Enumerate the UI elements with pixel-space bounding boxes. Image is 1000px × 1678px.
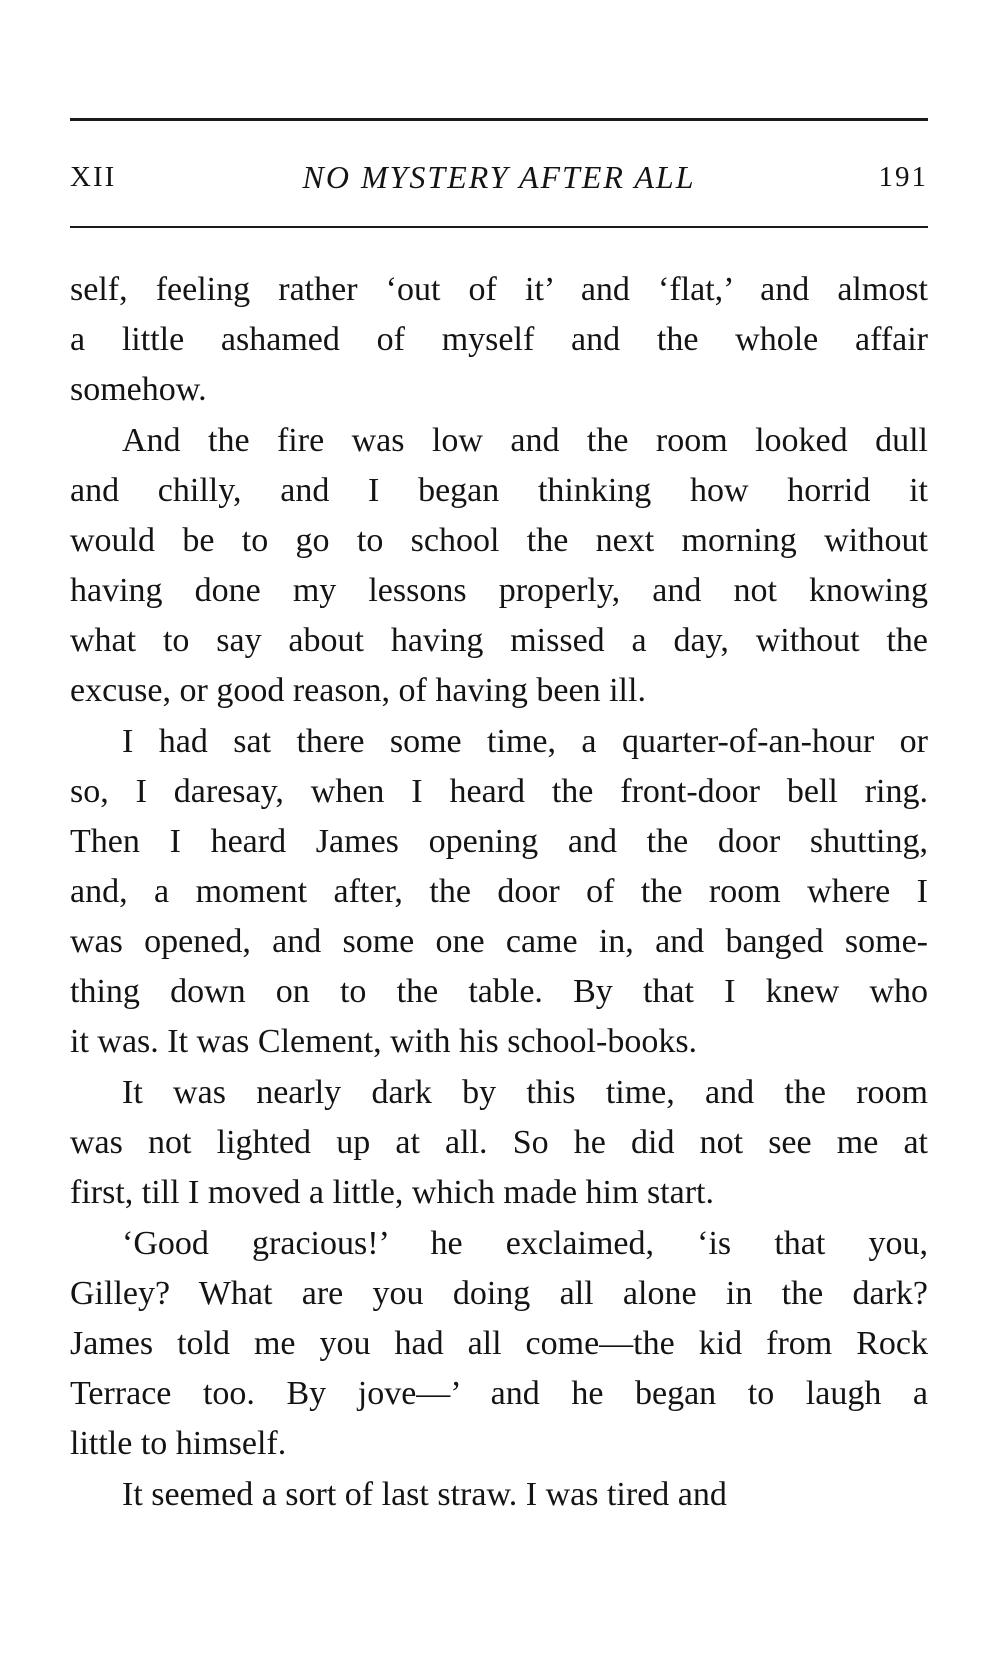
text-line: would be to go to school the next morning without <box>70 522 928 559</box>
text-line: it was. It was Clement, with his school-books. <box>70 1023 698 1060</box>
paragraph <box>70 416 928 716</box>
paragraph <box>70 1219 928 1469</box>
text-line: and chilly, and I began thinking how horrid it <box>70 472 928 509</box>
text-line: self, feeling rather ‘out of it’ and ‘flat,’ and almost <box>70 271 928 308</box>
running-head <box>70 155 928 199</box>
text-line: Terrace too. By jove—’ and he began to laugh a <box>70 1375 928 1412</box>
paragraph <box>70 1470 928 1520</box>
header-rule-top <box>70 118 928 121</box>
text-line: so, I daresay, when I heard the front-door bell ring. <box>70 773 928 810</box>
text-line: first, till I moved a little, which made him start. <box>70 1174 714 1211</box>
text-line: ‘Good gracious!’ he exclaimed, ‘is that you, <box>122 1225 928 1262</box>
chapter-number: XII <box>70 161 117 193</box>
text-line: Gilley? What are you doing all alone in the dark? <box>70 1275 928 1312</box>
text-line: was opened, and some one came in, and banged some- <box>70 923 928 960</box>
page-number: 191 <box>878 161 928 193</box>
header-rule-bottom <box>70 226 928 228</box>
text-line: I had sat there some time, a quarter-of-an-hour or <box>122 723 928 760</box>
text-line: excuse, or good reason, of having been ill. <box>70 672 646 709</box>
text-line: thing down on to the table. By that I knew who <box>70 973 928 1010</box>
text-line: was not lighted up at all. So he did not see me at <box>70 1124 928 1161</box>
text-line: a little ashamed of myself and the whole affair <box>70 321 928 358</box>
running-title: NO MYSTERY AFTER ALL <box>302 159 696 195</box>
text-line: somehow. <box>70 371 207 408</box>
paragraph <box>70 717 928 1067</box>
paragraph <box>70 1068 928 1218</box>
text-line: Then I heard James opening and the door shutting, <box>70 823 928 860</box>
text-line: It was nearly dark by this time, and the room <box>122 1074 928 1111</box>
text-line: And the fire was low and the room looked dull <box>122 422 928 459</box>
body-text <box>70 265 928 1520</box>
text-line: little to himself. <box>70 1425 287 1462</box>
text-line: It seemed a sort of last straw. I was tired and <box>122 1476 727 1513</box>
text-line: and, a moment after, the door of the room where I <box>70 873 928 910</box>
text-line: what to say about having missed a day, without the <box>70 622 928 659</box>
text-line: James told me you had all come—the kid from Rock <box>70 1325 928 1362</box>
text-line: having done my lessons properly, and not knowing <box>70 572 928 609</box>
paragraph <box>70 265 928 415</box>
